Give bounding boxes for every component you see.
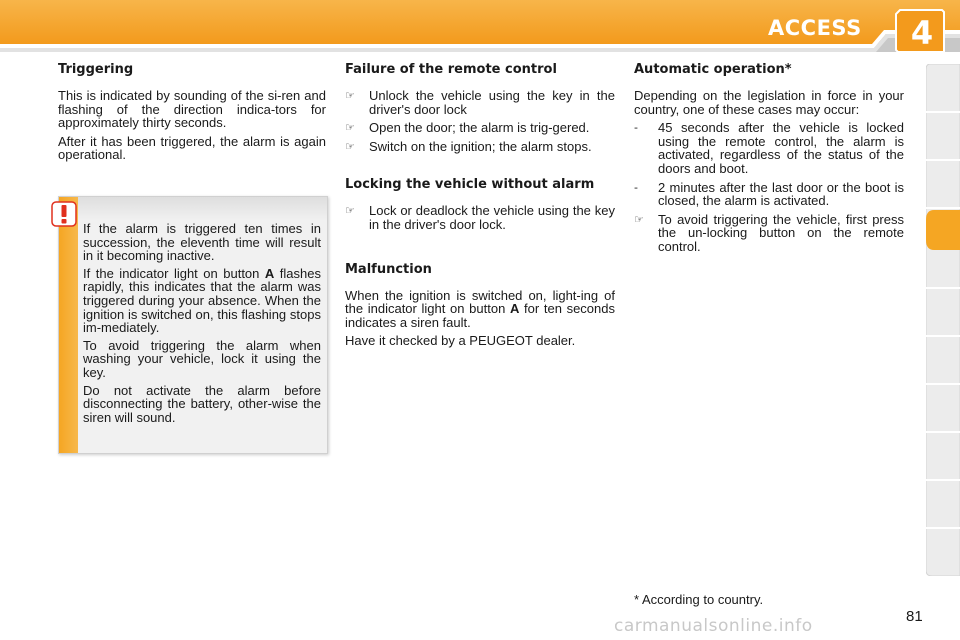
triggering-text-1: This is indicated by sounding of the si-ren and flashing of the direction indica-tors for approximately thirty seconds. [58, 88, 326, 131]
column-automatic [634, 62, 904, 259]
malfunction-text-1: When the ignition is switched on, light-ing of the indicator light on button A for ten seconds indicates a siren fault. [345, 287, 615, 330]
dash-bullet: - [634, 180, 638, 194]
page-number: 81 [906, 608, 923, 625]
chapter-title: ACCESS [768, 16, 862, 40]
button-a-label: A [509, 301, 520, 317]
warning-text [83, 222, 321, 428]
warning-text-3: To avoid triggering the alarm when washing your vehicle, lock it using the key. [83, 337, 321, 380]
heading-triggering: Triggering [58, 62, 134, 77]
list-item: ☞ Open the door; the alarm is trig-gered. [345, 120, 590, 136]
warning-text-2-end: flashes rapidly, this indicates that the alarm was triggered during your absence. When the ignition is switched on, this flashing stops im-mediately. [83, 265, 321, 336]
hand-bullet-icon: ☞ [345, 89, 355, 102]
list-item: - 45 seconds after the vehicle is locked using the remote control, the alarm is activated, regardless of the status of the doors and boot. [634, 120, 904, 176]
active-chapter-tab [926, 210, 960, 250]
hand-bullet-icon: ☞ [345, 139, 355, 153]
warning-text-2 [83, 267, 321, 335]
column-triggering [58, 62, 326, 167]
heading-remote-failure: Failure of the remote control [345, 62, 557, 77]
triggering-text-2: After it has been triggered, the alarm is again operational. [58, 133, 326, 163]
chapter-number: 4 [910, 14, 934, 52]
dash-bullet: - [634, 121, 638, 135]
warning-text-1: If the alarm is triggered ten times in succession, the eleventh time will result in it becoming inactive. [83, 221, 321, 264]
list-item: ☞ Switch on the ignition; the alarm stops. [345, 138, 592, 154]
exclamation-icon [51, 201, 77, 227]
list-item: ☞ Lock or deadlock the vehicle using the key in the driver's door lock. [345, 203, 615, 232]
warning-text-4: Do not activate the alarm before disconnecting the battery, other-wise the siren will sound. [83, 382, 321, 425]
warning-text-2-start: If the indicator light on button [83, 265, 265, 281]
hand-bullet-icon: ☞ [345, 204, 355, 218]
list-item: ☞ To avoid triggering the vehicle, first press the un-locking button on the remote control. [634, 211, 904, 254]
heading-malfunction: Malfunction [345, 261, 432, 277]
malfunction-text-2: Have it checked by a PEUGEOT dealer. [345, 333, 576, 349]
heading-locking: Locking the vehicle without alarm [345, 177, 595, 193]
heading-automatic: Automatic operation* [634, 62, 792, 77]
list-item: - 2 minutes after the last door or the boot is closed, the alarm is activated. [634, 179, 904, 209]
warning-top-shade [78, 197, 327, 221]
hand-bullet-icon: ☞ [634, 212, 644, 226]
column-remote [345, 62, 615, 353]
list-item: ☞ Unlock the vehicle using the key in the driver's door lock [345, 88, 615, 117]
button-a-label: A [264, 265, 275, 281]
watermark: carmanualsonline.info [614, 616, 813, 636]
footnote: * According to country. [634, 592, 764, 607]
automatic-intro: Depending on the legislation in force in your country, one of these cases may occur: [634, 88, 904, 117]
chapter-tab-strip [926, 64, 960, 576]
hand-bullet-icon: ☞ [345, 121, 355, 135]
warning-accent-bar [59, 197, 78, 453]
header-band [0, 0, 960, 52]
